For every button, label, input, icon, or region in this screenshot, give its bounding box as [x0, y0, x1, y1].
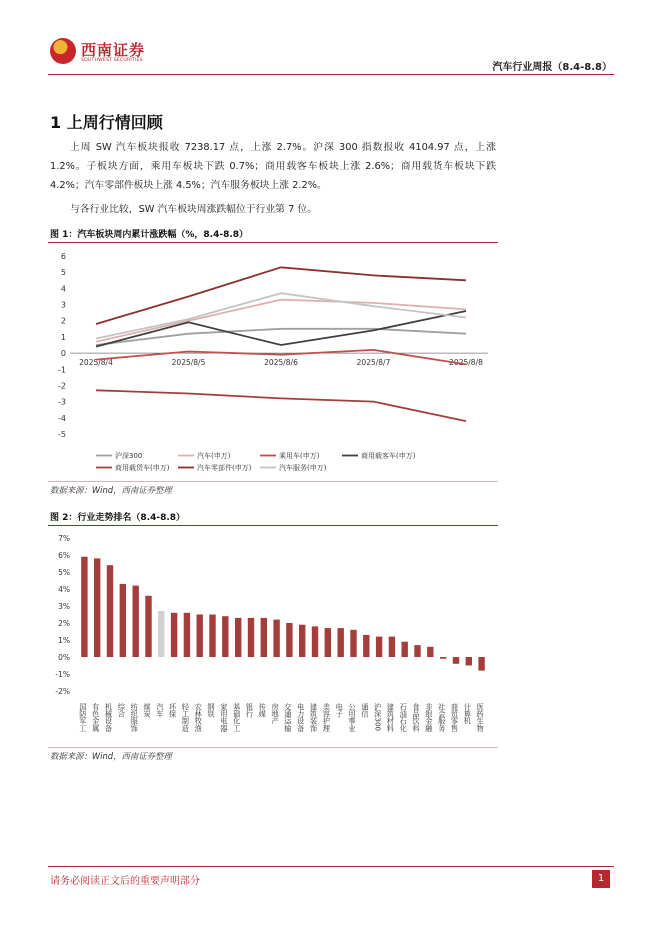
bar — [261, 618, 267, 657]
x-category-label: 医药生物 — [476, 703, 486, 732]
y-tick-label: 4% — [58, 585, 70, 594]
figure2-caption: 图 2：行业走势排名（8.4-8.8） — [50, 513, 186, 523]
x-category-label: 建筑材料 — [386, 703, 396, 732]
x-category-label: 综合 — [117, 703, 127, 718]
brand-logo — [50, 38, 250, 70]
bar — [427, 647, 433, 657]
x-category-label: 公用事业 — [348, 703, 357, 732]
x-category-label: 美容护理 — [322, 703, 332, 732]
figure2-bar-chart — [48, 527, 498, 747]
legend-label: 沪深300 — [115, 452, 143, 460]
y-tick-label: 0% — [58, 653, 70, 662]
y-tick-label: 0 — [60, 349, 66, 359]
logo-name: 西南证券 — [81, 41, 146, 59]
legend-label: 商用载客车(申万) — [361, 452, 416, 460]
bar — [363, 635, 369, 657]
legend-label: 乘用车(申万) — [279, 452, 320, 460]
x-category-label: 电力设备 — [296, 703, 306, 732]
bar — [389, 637, 395, 657]
figure2-bottom-rule — [48, 747, 498, 748]
x-category-label: 煤炭 — [143, 703, 152, 718]
y-tick-label: -5 — [58, 430, 66, 439]
paragraph-market-summary: 上周 SW 汽车板块报收 7238.17 点，上涨 2.7%。沪深 300 指数报收 4104.97 点，上涨 1.2%。子板块方面，乘用车板块下跌 0.7%；商用载客车板块上涨 2.6%；商用载货车板块下跌 4.2%；汽车零部件板块上涨 4.5%；汽车服务板块上涨 2.2%。 — [50, 142, 496, 191]
x-category-label: 电子 — [335, 703, 345, 718]
bar — [453, 657, 459, 664]
bar — [466, 657, 472, 666]
bar — [120, 584, 126, 657]
y-tick-label: -1% — [55, 670, 70, 679]
report-title: 汽车行业周报（8.4-8.8） — [492, 62, 612, 73]
legend-label: 汽车(申万) — [197, 452, 231, 460]
x-category-label: 汽车 — [155, 703, 165, 718]
bar — [376, 637, 382, 657]
bar — [184, 613, 190, 657]
bar — [312, 626, 318, 657]
series-line-4 — [96, 390, 466, 421]
bar — [171, 613, 177, 657]
y-tick-label: 1% — [58, 636, 70, 645]
figure1-source: 数据来源：Wind，西南证券整理 — [50, 485, 172, 495]
page-number: 1 — [592, 870, 610, 888]
x-tick-label: 2025/8/7 — [356, 358, 391, 368]
bar — [81, 557, 87, 657]
x-tick-label: 2025/8/6 — [264, 358, 298, 368]
x-category-label: 有色金属 — [91, 703, 101, 732]
footer-divider — [48, 866, 614, 867]
figure2-source: 数据来源：Wind，西南证券整理 — [50, 751, 172, 761]
x-category-label: 传媒 — [258, 703, 268, 718]
x-category-label: 建筑装饰 — [309, 703, 319, 732]
bar — [273, 620, 279, 657]
y-tick-label: -2% — [55, 687, 70, 696]
x-category-label: 银行 — [245, 703, 255, 718]
bar — [94, 558, 100, 657]
y-tick-label: -1 — [58, 365, 66, 375]
series-line-5 — [96, 267, 466, 324]
x-category-label: 沪深300 — [373, 703, 383, 732]
legend-label: 商用载货车(申万) — [115, 464, 170, 472]
x-category-label: 通信 — [360, 703, 370, 718]
bar — [402, 642, 408, 657]
bar — [107, 565, 113, 657]
y-tick-label: 5 — [60, 268, 66, 278]
x-category-label: 环保 — [168, 703, 178, 718]
bar — [350, 630, 356, 657]
header-divider — [48, 74, 614, 75]
y-tick-label: 6 — [60, 252, 66, 261]
bar — [338, 628, 344, 657]
bar — [248, 618, 254, 657]
x-category-label: 机械设备 — [104, 703, 114, 732]
y-tick-label: 2% — [58, 619, 70, 628]
x-category-label: 纺织服饰 — [130, 703, 140, 732]
x-category-label: 家用电器 — [219, 703, 229, 732]
x-category-label: 农林牧渔 — [194, 703, 204, 732]
y-tick-label: -4 — [58, 413, 66, 423]
y-tick-label: 2 — [60, 316, 66, 326]
bar — [235, 618, 241, 657]
section-title: 1 上周行情回顾 — [50, 113, 163, 132]
bar — [325, 628, 331, 657]
x-category-label: 房地产 — [271, 703, 281, 725]
bar — [145, 596, 151, 657]
y-tick-label: 7% — [58, 534, 70, 543]
bar — [440, 657, 446, 659]
x-category-label: 国防军工 — [78, 703, 88, 732]
legend-label: 汽车零部件(申万) — [197, 464, 252, 472]
bar — [286, 623, 292, 657]
figure1-line-chart — [48, 244, 498, 480]
x-category-label: 基础化工 — [232, 703, 242, 732]
x-category-label: 钢铁 — [207, 703, 216, 718]
y-tick-label: 3 — [60, 300, 66, 310]
logo-english-name: SOUTHWEST SECURITIES — [81, 58, 143, 63]
x-category-label: 商贸零售 — [450, 703, 460, 732]
y-tick-label: 4 — [60, 284, 66, 294]
y-tick-label: 6% — [58, 551, 70, 560]
y-tick-label: -3 — [58, 397, 66, 407]
y-tick-label: 5% — [58, 568, 70, 577]
figure1-top-rule — [48, 242, 498, 243]
figure1-caption: 图 1：汽车板块周内累计涨跌幅（%，8.4-8.8） — [50, 230, 249, 240]
logo-emblem-icon — [50, 38, 76, 64]
figure1-bottom-rule — [48, 481, 498, 482]
bar — [222, 616, 228, 657]
x-category-label: 交通运输 — [283, 703, 293, 732]
y-tick-label: 3% — [58, 602, 70, 611]
x-tick-label: 2025/8/4 — [79, 358, 113, 368]
bar — [478, 657, 484, 671]
x-category-label: 石油石化 — [399, 703, 409, 732]
x-tick-label: 2025/8/5 — [171, 358, 206, 368]
y-tick-label: -2 — [58, 381, 66, 391]
x-category-label: 食品饮料 — [412, 703, 421, 732]
footer-disclaimer: 请务必阅读正文后的重要声明部分 — [50, 876, 200, 887]
x-category-label: 轻工制造 — [181, 703, 191, 732]
bar — [209, 615, 215, 658]
bar — [158, 611, 164, 657]
x-category-label: 非银金融 — [424, 703, 434, 732]
x-tick-label: 2025/8/8 — [449, 358, 483, 368]
x-category-label: 计算机 — [463, 703, 473, 725]
legend-label: 汽车服务(申万) — [279, 464, 327, 472]
x-category-label: 社会服务 — [437, 703, 447, 732]
bar — [414, 645, 420, 657]
bar — [133, 586, 139, 657]
bar — [299, 625, 305, 657]
bar — [197, 615, 203, 658]
paragraph-industry-rank: 与各行业比较，SW 汽车板块周涨跌幅位于行业第 7 位。 — [70, 204, 318, 215]
figure2-top-rule — [48, 525, 498, 526]
series-line-1 — [96, 300, 466, 342]
y-tick-label: 1 — [60, 332, 66, 342]
